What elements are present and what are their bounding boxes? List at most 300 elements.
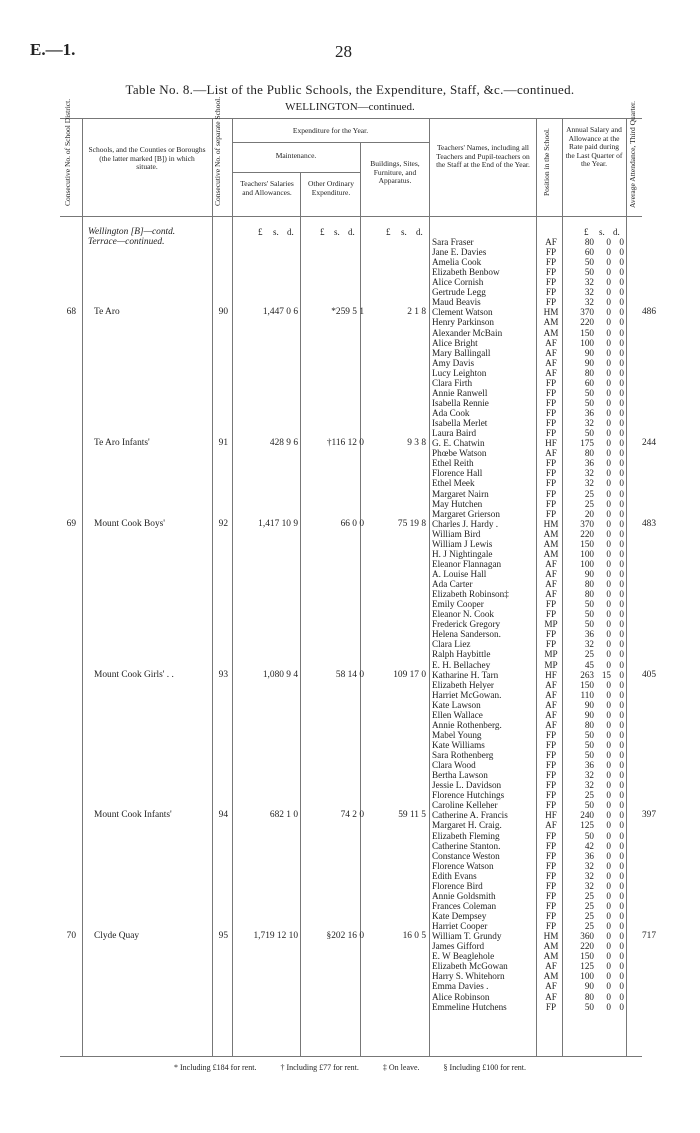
salary-pence: 0 (619, 971, 624, 982)
buildings-expenditure: 9 3 8 (407, 438, 426, 449)
teacher-position: FP (545, 760, 557, 771)
teacher-position: FP (545, 408, 557, 419)
salary-pence: 0 (619, 961, 624, 972)
other-expenditure: 74 2 0 (340, 810, 364, 821)
teacher-position: FP (545, 257, 557, 268)
teacher-name: Jessie L. Davidson (432, 780, 502, 791)
teacher-row (0, 599, 700, 609)
teacher-position: FP (545, 921, 557, 932)
teacher-row (0, 589, 700, 599)
salary-pounds: 60 (584, 377, 594, 388)
salary-pence: 0 (619, 800, 624, 811)
teacher-row (0, 328, 700, 338)
salary-pence: 0 (619, 458, 624, 469)
teacher-position: AF (545, 347, 557, 358)
salary-pounds: 100 (580, 337, 594, 348)
salary-pounds: 90 (584, 347, 594, 358)
teacher-position: AM (543, 528, 559, 539)
teacher-row (0, 780, 700, 790)
teacher-position: FP (545, 1001, 557, 1012)
salary-pence: 0 (619, 880, 624, 891)
teacher-row (0, 911, 700, 921)
school-number: 95 (218, 931, 228, 942)
teacher-position: AF (545, 579, 557, 590)
salary-pounds: 150 (580, 951, 594, 962)
teacher-name: A. Louise Hall (432, 568, 487, 579)
teacher-position: FP (545, 387, 557, 398)
salary-shillings: 0 (606, 850, 611, 861)
teacher-row (0, 931, 700, 941)
salary-shillings: 0 (606, 860, 611, 871)
buildings-expenditure: 2 1 8 (407, 307, 426, 318)
salary-pence: 0 (619, 508, 624, 519)
salary-shillings: 0 (606, 770, 611, 781)
salary-shillings: 0 (606, 931, 611, 942)
salary-pounds: 50 (584, 619, 594, 630)
salary-shillings: 0 (606, 609, 611, 620)
teacher-name: Ethel Meek (432, 478, 475, 489)
teacher-position: FP (545, 840, 557, 851)
school-number: 94 (218, 810, 228, 821)
salary-pounds: 32 (584, 639, 594, 650)
teacher-position: FP (545, 247, 557, 258)
rule-maintenance (232, 172, 360, 173)
teachers-salaries: 428 9 6 (269, 438, 298, 449)
salary-pounds: 50 (584, 428, 594, 439)
teacher-name: Catherine A. Francis (432, 810, 508, 821)
teacher-row (0, 820, 700, 830)
header-maintenance: Maintenance. (275, 151, 317, 160)
salary-shillings: 0 (606, 760, 611, 771)
teacher-row (0, 720, 700, 730)
teacher-name: Annie Goldsmith (432, 890, 496, 901)
teacher-row (0, 569, 700, 579)
salary-shillings: 0 (606, 468, 611, 479)
salary-pence: 0 (619, 327, 624, 338)
teacher-row (0, 468, 700, 478)
salary-pounds: 25 (584, 790, 594, 801)
unit-shilling: s. (334, 227, 340, 237)
teacher-name: Ada Carter (432, 579, 473, 590)
teacher-row (0, 770, 700, 780)
salary-pounds: 100 (580, 548, 594, 559)
salary-shillings: 0 (606, 397, 611, 408)
teacher-position: AM (543, 971, 559, 982)
teacher-row (0, 810, 700, 820)
teacher-row (0, 629, 700, 639)
header-school-no: Consecutive No. of separate School. (213, 96, 222, 206)
teacher-position: FP (545, 870, 557, 881)
salary-pounds: 50 (584, 397, 594, 408)
salary-shillings: 0 (606, 589, 611, 600)
teacher-position: FP (545, 297, 557, 308)
teacher-position: AF (545, 719, 557, 730)
teacher-row (0, 730, 700, 740)
teacher-name: Harriet McGowan. (432, 689, 502, 700)
teacher-name: Florence Bird (432, 880, 483, 891)
teacher-row (0, 981, 700, 991)
salary-shillings: 0 (606, 327, 611, 338)
rule-bottom (60, 1056, 642, 1057)
salary-shillings: 0 (606, 538, 611, 549)
salary-pounds: 150 (580, 327, 594, 338)
teacher-position: AF (545, 568, 557, 579)
teacher-name: Clara Wood (432, 760, 476, 771)
salary-pounds: 25 (584, 911, 594, 922)
salary-pounds: 220 (580, 317, 594, 328)
salary-pounds: 80 (584, 719, 594, 730)
salary-shillings: 0 (606, 880, 611, 891)
salary-pounds: 50 (584, 729, 594, 740)
salary-pence: 0 (619, 770, 624, 781)
salary-pounds: 90 (584, 709, 594, 720)
teacher-row (0, 670, 700, 680)
salary-shillings: 0 (606, 548, 611, 559)
teacher-name: Sara Fraser (432, 237, 474, 247)
salary-pence: 0 (619, 639, 624, 650)
teacher-row (0, 529, 700, 539)
salary-pounds: 36 (584, 760, 594, 771)
salary-shillings: 0 (606, 367, 611, 378)
teacher-name: Margaret Grierson (432, 508, 500, 519)
salary-pounds: 90 (584, 357, 594, 368)
teacher-name: Sara Rothenberg (432, 750, 494, 761)
salary-shillings: 0 (606, 307, 611, 318)
salary-shillings: 0 (606, 257, 611, 268)
teachers-salaries: 1,417 10 9 (258, 518, 298, 529)
teacher-row (0, 841, 700, 851)
teacher-name: Laura Baird (432, 428, 477, 439)
salary-pence: 0 (619, 287, 624, 298)
salary-shillings: 0 (606, 629, 611, 640)
salary-pounds: 25 (584, 498, 594, 509)
teacher-name: Emmeline Hutchens (432, 1001, 507, 1012)
average-attendance: 397 (641, 810, 656, 821)
salary-pounds: 32 (584, 880, 594, 891)
teacher-position: FP (545, 729, 557, 740)
teacher-row (0, 740, 700, 750)
salary-shillings: 0 (606, 247, 611, 258)
salary-pounds: 32 (584, 418, 594, 429)
other-expenditure: §202 16 0 (326, 931, 364, 942)
header-teachers-names: Teachers' Names, including all Teachers and Pupil-teachers on the Staff at the End of the Year. (436, 143, 530, 169)
page-code: E.—1. (30, 40, 76, 59)
teacher-position: AF (545, 709, 557, 720)
teacher-row (0, 941, 700, 951)
salary-pence: 0 (619, 609, 624, 620)
salary-pence: 0 (619, 669, 624, 680)
salary-shillings: 0 (606, 478, 611, 489)
teacher-name: Mabel Young (432, 729, 482, 740)
school-name: Mount Cook Infants' (94, 810, 172, 821)
teacher-position: FP (545, 830, 557, 841)
other-expenditure: 58 14 0 (335, 669, 364, 680)
salary-shillings: 0 (606, 488, 611, 499)
teacher-row (0, 247, 700, 257)
teacher-position: AM (543, 317, 559, 328)
teacher-position: FP (545, 498, 557, 509)
teacher-position: FP (545, 377, 557, 388)
unit-shilling: s. (273, 227, 279, 237)
salary-shillings: 0 (606, 820, 611, 831)
teacher-name: Ralph Haybittle (432, 649, 491, 660)
teacher-row (0, 660, 700, 670)
unit-shilling: s. (401, 227, 407, 237)
salary-pounds: 36 (584, 458, 594, 469)
header-other-expenditure: Other Ordinary Expenditure. (307, 179, 355, 197)
teachers-salaries: 1,447 0 6 (262, 307, 298, 318)
teacher-name: E. H. Bellachey (432, 659, 491, 670)
salary-pence: 0 (619, 921, 624, 932)
salary-pence: 0 (619, 307, 624, 318)
school-number: 91 (218, 438, 228, 449)
salary-pence: 0 (619, 780, 624, 791)
salary-pence: 0 (619, 820, 624, 831)
salary-pence: 0 (619, 538, 624, 549)
teacher-row (0, 861, 700, 871)
teacher-name: Florence Hall (432, 468, 483, 479)
footnotes (0, 1063, 700, 1072)
teacher-row (0, 257, 700, 267)
teacher-row (0, 609, 700, 619)
salary-shillings: 0 (606, 750, 611, 761)
teacher-row (0, 237, 700, 247)
salary-pounds: 36 (584, 850, 594, 861)
salary-pence: 0 (619, 387, 624, 398)
teacher-row (0, 317, 700, 327)
teacher-name: Emma Davies . (432, 981, 489, 992)
salary-pence: 0 (619, 377, 624, 388)
salary-pence: 0 (619, 931, 624, 942)
salary-pounds: 25 (584, 649, 594, 660)
teacher-name: Maud Beavis (432, 297, 481, 308)
salary-pounds: 360 (580, 931, 594, 942)
unit-pence: d. (416, 227, 423, 237)
salary-pence: 0 (619, 337, 624, 348)
salary-pounds: 50 (584, 830, 594, 841)
salary-pence: 0 (619, 257, 624, 268)
teacher-row (0, 891, 700, 901)
teacher-row (0, 961, 700, 971)
salary-pence: 0 (619, 589, 624, 600)
footnote: ‡ On leave. (382, 1063, 420, 1072)
teacher-row (0, 408, 700, 418)
header-position: Position in the School. (542, 128, 551, 196)
salary-pence: 0 (619, 237, 624, 247)
salary-pence: 0 (619, 317, 624, 328)
teacher-name: Isabella Merlet (432, 418, 488, 429)
salary-shillings: 0 (606, 810, 611, 821)
teacher-name: James Gifford (432, 941, 485, 952)
teacher-position: FP (545, 277, 557, 288)
salary-pounds: 370 (580, 307, 594, 318)
salary-pence: 0 (619, 911, 624, 922)
teacher-position: FP (545, 397, 557, 408)
salary-shillings: 0 (606, 428, 611, 439)
salary-pounds: 150 (580, 679, 594, 690)
buildings-expenditure: 75 19 8 (397, 518, 426, 529)
salary-pounds: 175 (580, 438, 594, 449)
salary-pounds: 25 (584, 890, 594, 901)
salary-pence: 0 (619, 498, 624, 509)
teacher-position: FP (545, 880, 557, 891)
teacher-row (0, 871, 700, 881)
teacher-row (0, 549, 700, 559)
teacher-row (0, 951, 700, 961)
continued-line-2: Terrace—continued. (88, 237, 165, 247)
teacher-row (0, 760, 700, 770)
teacher-name: Alexander McBain (432, 327, 503, 338)
salary-pounds: 100 (580, 971, 594, 982)
teacher-row (0, 539, 700, 549)
salary-pence: 0 (619, 247, 624, 258)
salary-shillings: 0 (606, 357, 611, 368)
teacher-position: AF (545, 237, 557, 247)
salary-pence: 0 (619, 528, 624, 539)
teacher-position: FP (545, 478, 557, 489)
teacher-position: FP (545, 790, 557, 801)
teacher-name: Phœbe Watson (432, 448, 487, 459)
average-attendance: 717 (641, 931, 656, 942)
salary-pence: 0 (619, 900, 624, 911)
salary-pence: 0 (619, 428, 624, 439)
salary-shillings: 0 (606, 317, 611, 328)
teacher-row (0, 901, 700, 911)
teacher-position: FP (545, 770, 557, 781)
salary-pounds: 25 (584, 921, 594, 932)
teacher-name: William Bird (432, 528, 481, 539)
salary-pence: 0 (619, 689, 624, 700)
teacher-position: FP (545, 890, 557, 901)
teacher-name: Eleanor Flannagan (432, 558, 502, 569)
teacher-name: Florence Watson (432, 860, 494, 871)
salary-pence: 0 (619, 277, 624, 288)
salary-pounds: 50 (584, 267, 594, 278)
teacher-name: Edith Evans (432, 870, 477, 881)
salary-pence: 0 (619, 679, 624, 690)
salary-pence: 0 (619, 790, 624, 801)
teacher-position: HF (545, 669, 557, 680)
teacher-row (0, 398, 700, 408)
salary-pounds: 32 (584, 870, 594, 881)
salary-pounds: 32 (584, 780, 594, 791)
teacher-row (0, 509, 700, 519)
teacher-name: Alice Cornish (432, 277, 484, 288)
teacher-position: FP (545, 468, 557, 479)
teacher-row (0, 619, 700, 629)
teacher-name: Elizabeth McGowan (432, 961, 508, 972)
other-expenditure: 66 0 0 (340, 518, 364, 529)
salary-pence: 0 (619, 408, 624, 419)
teacher-position: AF (545, 337, 557, 348)
teacher-row (0, 921, 700, 931)
unit-pence: d. (348, 227, 355, 237)
salary-pounds: 80 (584, 448, 594, 459)
teacher-row (0, 831, 700, 841)
teacher-position: FP (545, 639, 557, 650)
teacher-name: William J Lewis (432, 538, 493, 549)
teacher-position: FP (545, 428, 557, 439)
buildings-expenditure: 109 17 0 (393, 669, 426, 680)
salary-pence: 0 (619, 599, 624, 610)
salary-pounds: 50 (584, 599, 594, 610)
salary-shillings: 0 (606, 448, 611, 459)
teacher-name: Emily Cooper (432, 599, 484, 610)
salary-shillings: 0 (606, 1001, 611, 1012)
teacher-row (0, 378, 700, 388)
teacher-position: FP (545, 508, 557, 519)
teacher-position: AF (545, 820, 557, 831)
header-buildings: Buildings, Sites, Furniture, and Apparatus. (370, 159, 420, 185)
salary-pounds: 80 (584, 991, 594, 1002)
teacher-row (0, 690, 700, 700)
teacher-position: FP (545, 860, 557, 871)
school-number: 92 (218, 518, 228, 529)
salary-shillings: 0 (606, 558, 611, 569)
other-expenditure: *259 5 1 (331, 307, 364, 318)
teacher-row (0, 559, 700, 569)
salary-shillings: 0 (606, 890, 611, 901)
salary-pence: 0 (619, 699, 624, 710)
teacher-position: AF (545, 991, 557, 1002)
salary-pence: 0 (619, 548, 624, 559)
salary-pence: 0 (619, 760, 624, 771)
salary-pence: 0 (619, 649, 624, 660)
salary-pounds: 80 (584, 367, 594, 378)
salary-pence: 0 (619, 418, 624, 429)
teacher-name: Ellen Wallace (432, 709, 483, 720)
salary-pounds: 240 (580, 810, 594, 821)
teacher-name: Kate Lawson (432, 699, 481, 710)
teacher-name: G. E. Chatwin (432, 438, 485, 449)
salary-shillings: 0 (606, 267, 611, 278)
salary-pence: 0 (619, 579, 624, 590)
salary-shillings: 0 (606, 689, 611, 700)
salary-shillings: 0 (606, 237, 611, 247)
teacher-row (0, 438, 700, 448)
page-number: 28 (335, 42, 352, 61)
teacher-name: Florence Hutchings (432, 790, 505, 801)
teacher-name: Margaret Nairn (432, 488, 489, 499)
teachers-salaries: 1,719 12 10 (253, 931, 298, 942)
salary-pounds: 90 (584, 568, 594, 579)
teacher-position: FP (545, 740, 557, 750)
teacher-row (0, 649, 700, 659)
teacher-name: Kate Williams (432, 740, 485, 750)
salary-shillings: 0 (606, 649, 611, 660)
average-attendance: 483 (641, 518, 656, 529)
unit-pence: d. (287, 227, 294, 237)
salary-pounds: 80 (584, 579, 594, 590)
salary-pence: 0 (619, 468, 624, 479)
salary-pounds: 125 (580, 961, 594, 972)
teacher-position: AM (543, 538, 559, 549)
salary-pence: 0 (619, 840, 624, 851)
unit-pound: £ (386, 227, 391, 237)
salary-shillings: 0 (606, 921, 611, 932)
salary-pence: 0 (619, 438, 624, 449)
salary-pence: 0 (619, 860, 624, 871)
teacher-name: Elizabeth Robinson‡ (432, 589, 509, 600)
salary-pence: 0 (619, 357, 624, 368)
teacher-position: HF (545, 438, 557, 449)
unit-pound: £ (320, 227, 325, 237)
salary-shillings: 0 (606, 790, 611, 801)
salary-shillings: 0 (606, 387, 611, 398)
salary-pounds: 370 (580, 518, 594, 529)
salary-pounds: 36 (584, 629, 594, 640)
rule-expenditure (232, 142, 429, 143)
